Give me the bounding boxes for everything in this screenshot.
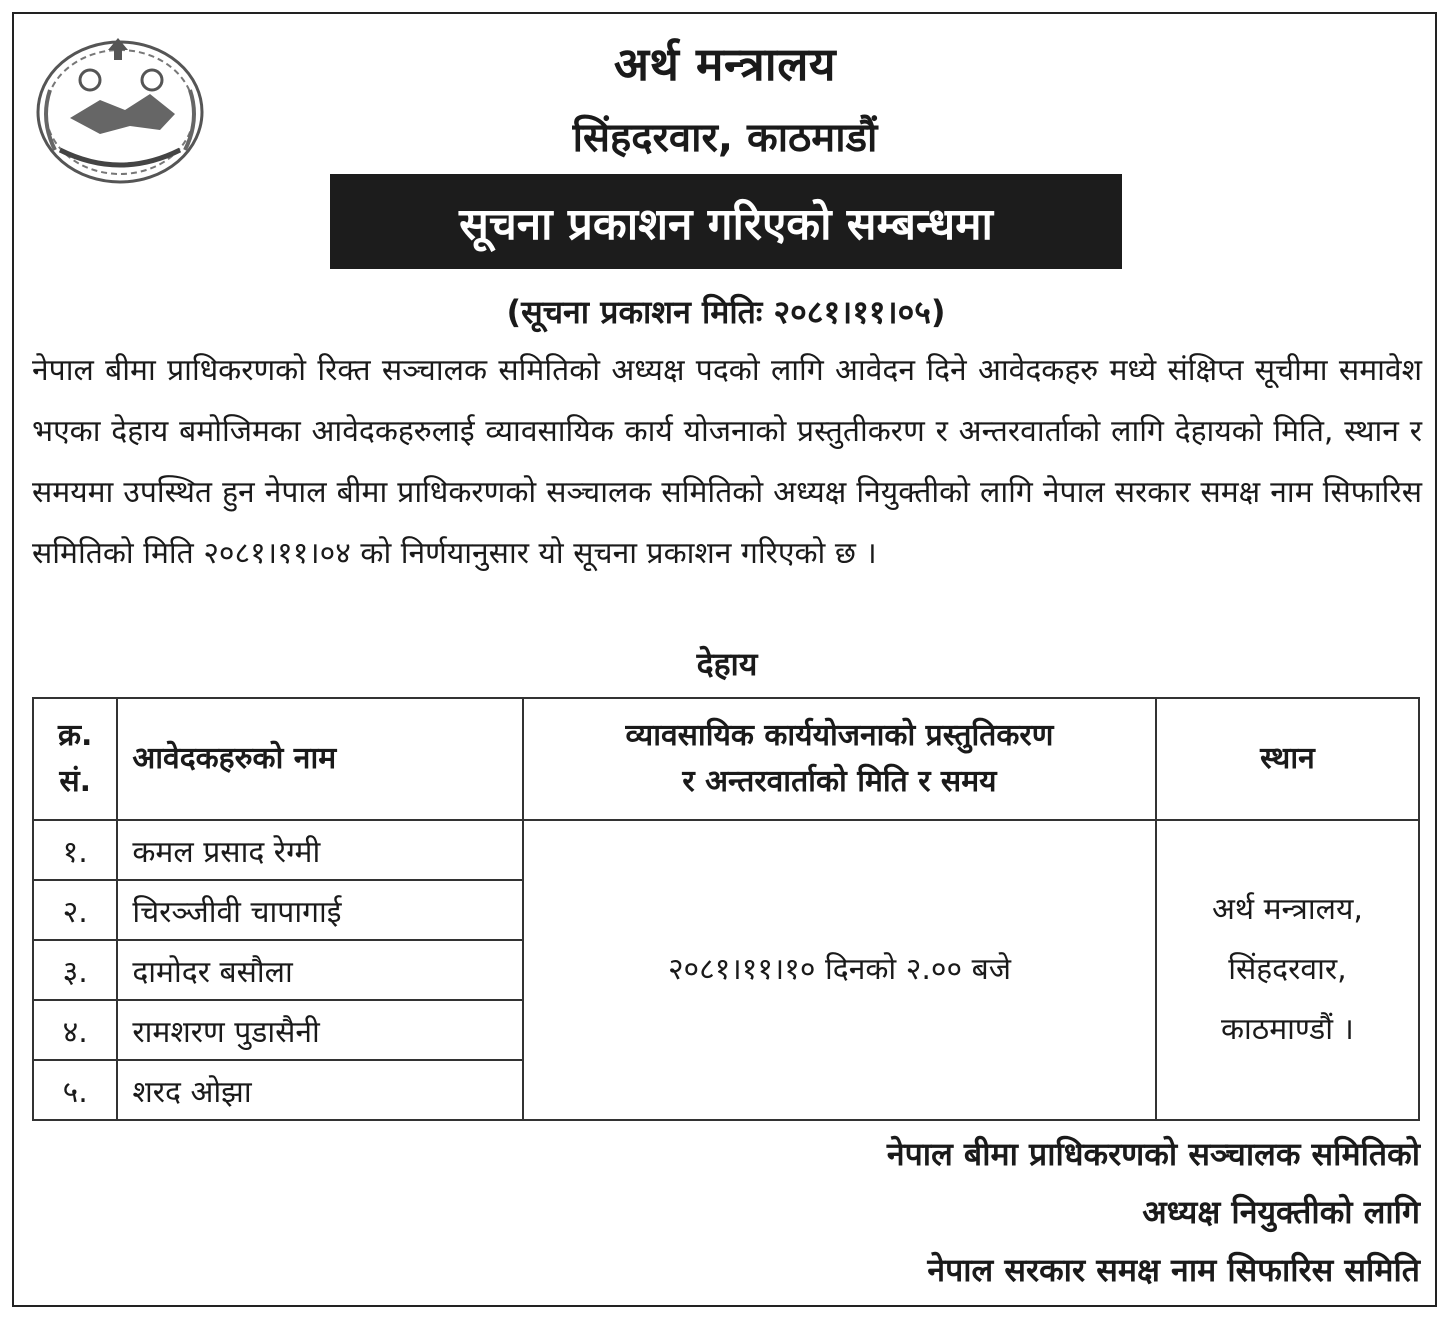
row-applicant-name: चिरञ्जीवी चापागाई: [117, 880, 523, 940]
header-location: स्थान: [1156, 698, 1419, 820]
interview-schedule-table: [32, 697, 1420, 1121]
row-serial: ४.: [33, 1000, 117, 1060]
table-row: [33, 820, 1419, 880]
signature-block: [887, 1125, 1420, 1299]
publish-date: (सूचना प्रकाशन मितिः २०८१।११।०५): [506, 293, 946, 331]
notice-title-banner: [330, 174, 1122, 269]
row-serial: ३.: [33, 940, 117, 1000]
government-emblem-icon: [30, 30, 210, 190]
row-applicant-name: शरद ओझा: [117, 1060, 523, 1120]
row-applicant-name: रामशरण पुडासैनी: [117, 1000, 523, 1060]
signature-line-2: अध्यक्ष नियुक्तीको लागि: [1142, 1193, 1420, 1231]
header-date-time: व्यावसायिक कार्ययोजनाको प्रस्तुतिकरण र अन्तरवार्ताको मिति र समय: [523, 698, 1156, 820]
annex-heading: देहाय: [696, 645, 758, 683]
table-header-row: [33, 698, 1419, 820]
signature-line-1: नेपाल बीमा प्राधिकरणको सञ्चालक समितिको: [886, 1135, 1420, 1173]
ministry-address: सिंहदरवार, काठमाडौं: [572, 115, 878, 161]
signature-line-3: नेपाल सरकार समक्ष नाम सिफारिस समिति: [927, 1251, 1420, 1289]
interview-date-time: २०८१।११।१० दिनको २.०० बजे: [523, 820, 1156, 1120]
row-applicant-name: दामोदर बसौला: [117, 940, 523, 1000]
row-serial: १.: [33, 820, 117, 880]
header-serial: क्र. सं.: [33, 698, 117, 820]
header-applicant-name: आवेदकहरुको नाम: [117, 698, 523, 820]
ministry-name: अर्थ मन्त्रालय: [613, 37, 837, 91]
row-applicant-name: कमल प्रसाद रेग्मी: [117, 820, 523, 880]
notice-title: सूचना प्रकाशन गरिएको सम्बन्धमा: [459, 198, 993, 250]
interview-location: अर्थ मन्त्रालय, सिंहदरवार, काठमाण्डौं ।: [1156, 820, 1419, 1120]
notice-body: नेपाल बीमा प्राधिकरणको रिक्त सञ्चालक समितिको अध्यक्ष पदको लागि आवेदन दिने आवेदकहरु मध्ये संक्षिप्त सूचीमा समावेश भएका देहाय बमोजिमका आवेदकहरुलाई व्यावसायिक कार्य योजनाको प्रस्तुतीकरण र अन्तरवार्ताको लागि देहायको मिति, स्थान र समयमा उपस्थित हुन नेपाल बीमा प्राधिकरणको सञ्चालक समितिको अध्यक्ष नियुक्तीको लागि नेपाल सरकार समक्ष नाम सिफारिस समितिको मिति २०८१।११।०४ को निर्णयानुसार यो सूचना प्रकाशन गरिएको छ ।: [32, 353, 1422, 571]
row-serial: ५.: [33, 1060, 117, 1120]
row-serial: २.: [33, 880, 117, 940]
